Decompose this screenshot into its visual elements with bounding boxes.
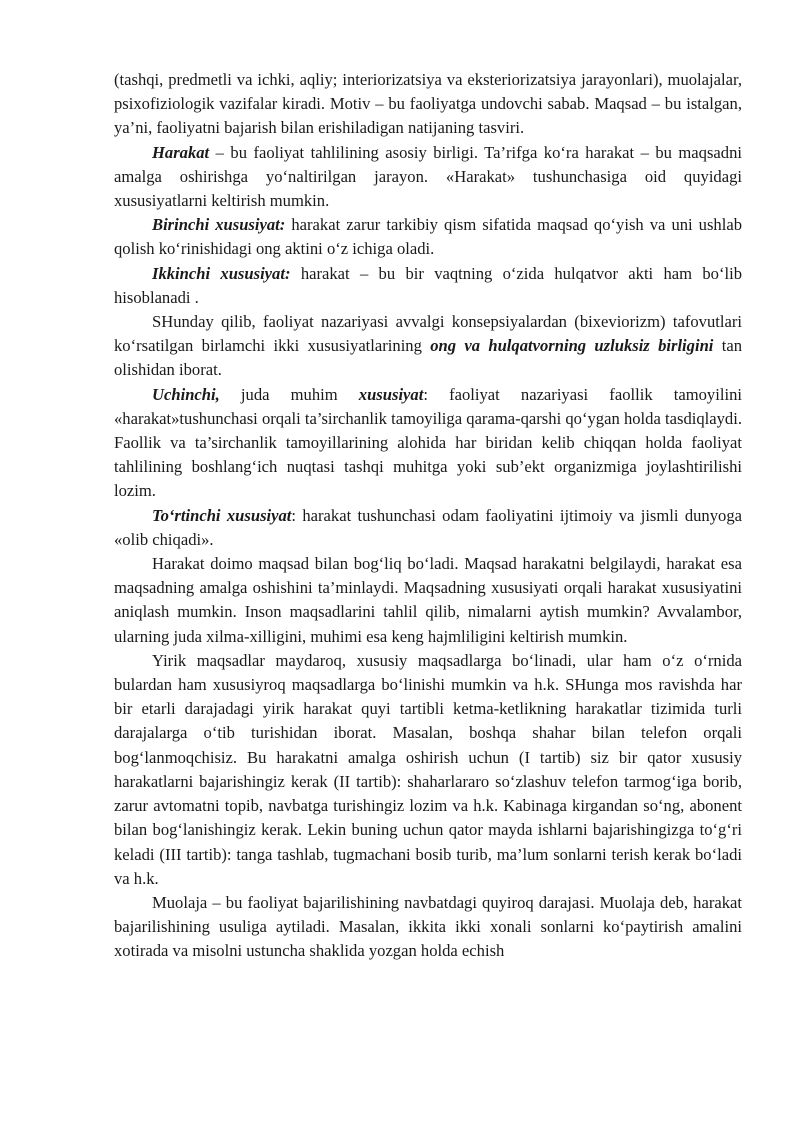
text-run: juda muhim bbox=[219, 384, 359, 404]
paragraph-goal bbox=[114, 552, 742, 649]
term-unity: ong va hulqatvorning uzluksiz birligini bbox=[430, 336, 714, 356]
paragraph-fourth-property bbox=[114, 504, 742, 552]
term-second-property: Ikkinchi xususiyat: bbox=[152, 263, 291, 283]
document-page bbox=[114, 68, 742, 964]
text-run: : faoliyat nazariyasi faollik tamoyilini «harakat»tushunchasi orqali ta’sirchanlik tamoyiliga qarama-qarshi qo‘ygan holda tasdiqlaydi. Faollik va ta’sirchanlik tamoyillarining alohida har biridan kelib chiqqan holda faoliyat tahlilining boshlang‘ich nuqtasi tashqi muhitga yoki sub’ekt organizmiga joylashtirilishi lozim. bbox=[114, 384, 742, 501]
paragraph-large-goals bbox=[114, 649, 742, 891]
paragraph-first-property bbox=[114, 213, 742, 261]
term-harakat: Harakat bbox=[152, 142, 210, 162]
term-first-property: Birinchi xususiyat: bbox=[152, 215, 286, 235]
text-run: SHunday qilib, faoliyat nazariyasi avvalgi konsepsiyalardan (bixeviorizm) tafovutlari ko‘rsatilgan birlamchi ikki xususiyatlarining bbox=[114, 312, 742, 356]
text-run: : harakat tushunchasi odam faoliyatini ijtimoiy va jismli dunyoga «olib chiqadi». bbox=[114, 505, 742, 549]
paragraph-1 bbox=[114, 68, 742, 141]
text-run: (tashqi, predmetli va ichki, aqliy; interiorizatsiya va eksteriorizatsiya jarayonlari), muolajalar, psixofiziologik vazifalar kiradi. Motiv – bu faoliyatga undovchi sabab. Maqsad – bu istalgan, ya’ni, faoliyatni bajarish bilan erishiladigan natijaning tasviri. bbox=[114, 70, 742, 138]
paragraph-third-property bbox=[114, 383, 742, 504]
term-fourth-property: To‘rtinchi xususiyat bbox=[152, 505, 292, 525]
text-run: harakat zarur tarkibiy qism sifatida maqsad qo‘yish va uni ushlab qolish ko‘rinishidagi ong aktini o‘z ichiga oladi. bbox=[114, 215, 743, 259]
text-run: Harakat doimo maqsad bilan bog‘liq bo‘ladi. Maqsad harakatni belgilaydi, harakat esa maqsadning amalga oshishini ta’minlaydi. Maqsadning xususiyati orqali harakat xususiyatini aniqlash mumkin. Inson maqsadlarini tahlil qilib, nimalarni aytish mumkin? Avvalambor, ularning juda xilma-xilligini, muhimi esa keng hajmliligini keltirish mumkin. bbox=[114, 554, 742, 646]
paragraph-shunday bbox=[114, 310, 742, 383]
text-run: tan olishidan iborat. bbox=[114, 336, 743, 380]
text-run: – bu faoliyat tahlilining asosiy birligi. Ta’rifga ko‘ra harakat – bu maqsadni amalga oshirishga yo‘naltirilgan jarayon. «Harakat» tushunchasiga oid quyidagi xususiyatlarni keltirish mumkin. bbox=[114, 142, 742, 211]
text-run: Yirik maqsadlar maydaroq, xususiy maqsadlarga bo‘linadi, ular ham o‘z o‘rnida bulardan ham xususiyroq maqsadlarga bo‘linishi mumkin va h.k. SHunga mos ravishda har bir etarli darajadagi yirik harakat quyi tartibli ketma-ketlikning harakatlar tizimida turli darajalarga o‘tib turishidan iborat. Masalan, boshqa shahar bilan telefon orqali bog‘lanmoqchisiz. Bu harakatni amalga oshirish uchun (I tartib) siz bir qator xususiy harakatlarni bajarishingiz kerak (II tartib): shaharlararo so‘zlashuv telefon tarmog‘iga borib, zarur avtomatni topib, navbatga turishingiz lozim va h.k. Kabinaga kirgandan so‘ng, abonent bilan bog‘lanishingiz kerak. Lekin buning uchun qator mayda ishlarni bajarishingizga to‘g‘ri keladi (III tartib): tanga tashlab, tugmachani bosib turib, ma’lum sonlarni terish kerak bo‘ladi va h.k. bbox=[114, 650, 742, 888]
paragraph-muolaja bbox=[114, 891, 742, 964]
text-run: harakat – bu bir vaqtning o‘zida hulqatvor akti ham bo‘lib hisoblanadi . bbox=[114, 263, 742, 307]
term-third: Uchinchi, bbox=[152, 384, 220, 404]
paragraph-second-property bbox=[114, 262, 742, 310]
term-property: xususiyat bbox=[358, 384, 424, 404]
text-run: Muolaja – bu faoliyat bajarilishining navbatdagi quyiroq darajasi. Muolaja deb, harakat bajarilishining usuliga aytiladi. Masalan, ikkita ikki xonali sonlarni ko‘paytirish amalini xotirada va misolni ustuncha shaklida yozgan holda echish bbox=[114, 892, 742, 961]
paragraph-harakat bbox=[114, 141, 742, 214]
